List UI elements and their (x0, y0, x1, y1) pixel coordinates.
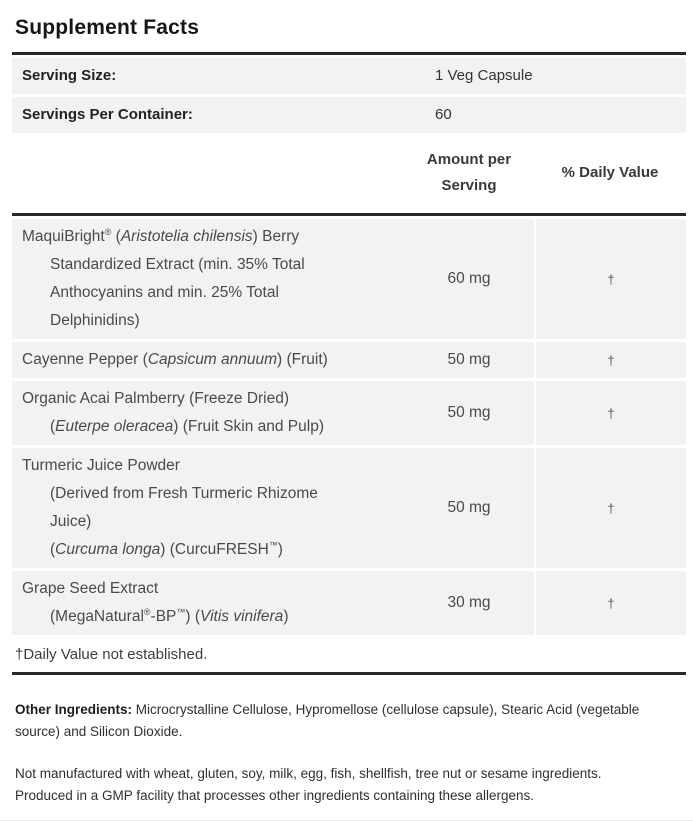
servings-per-container-label: Servings Per Container: (22, 106, 193, 123)
ingredient-row (12, 381, 686, 445)
serving-size-label: Serving Size: (22, 67, 117, 84)
ingredient-daily-value: † (534, 342, 686, 378)
ingredient-amount: 30 mg (447, 594, 491, 611)
ingredient-daily-value: † (534, 571, 686, 635)
ingredient-amount: 50 mg (447, 499, 491, 516)
header-rule (12, 52, 686, 55)
ingredient-name: Cayenne Pepper (Capsicum annuum) (Fruit) (22, 351, 328, 368)
ingredient-amount: 50 mg (447, 351, 491, 368)
bottom-text-block (15, 699, 684, 807)
daily-value-header: % Daily Value (561, 164, 659, 181)
table-column-headers (12, 133, 686, 213)
ingredient-daily-value: † (534, 219, 686, 339)
ingredient-row (12, 342, 686, 378)
table-top-rule (12, 213, 686, 216)
serving-size-row (12, 58, 686, 94)
amount-per-serving-header: Amount per Serving (426, 151, 512, 194)
ingredient-daily-value: † (534, 381, 686, 445)
ingredient-name: Grape Seed Extract (MegaNatural®-BP™) (Vitis vinifera) (22, 580, 289, 625)
ingredient-name: MaquiBright® (Aristotelia chilensis) Berry Standardized Extract (min. 35% Total Anthocyanins and min. 25% Total Delphinidins) (22, 226, 305, 329)
daily-value-footnote: †Daily Value not established. (15, 646, 208, 663)
other-ingredients-paragraph: Other Ingredients: Microcrystalline Cellulose, Hypromellose (cellulose capsule), Stearic Acid (vegetable source) and Silicon Dioxide. (15, 702, 640, 739)
ingredient-row (12, 448, 686, 568)
ingredient-row (12, 219, 686, 339)
ingredient-amount: 60 mg (447, 270, 491, 287)
ingredient-table-body (12, 219, 686, 635)
table-bottom-rule (12, 672, 686, 675)
serving-size-value: 1 Veg Capsule (435, 67, 533, 84)
ingredient-daily-value: † (534, 448, 686, 568)
allergen-statement-paragraph: Not manufactured with wheat, gluten, soy, milk, egg, fish, shellfish, tree nut or sesame ingredients. Produced in a GMP facility that processes other ingredients containing these allergens. (15, 766, 602, 803)
page-title: Supplement Facts (15, 16, 200, 39)
servings-per-container-row (12, 97, 686, 133)
ingredient-name: Organic Acai Palmberry (Freeze Dried) (Euterpe oleracea) (Fruit Skin and Pulp) (22, 390, 324, 435)
servings-per-container-value: 60 (435, 106, 452, 123)
ingredient-name: Turmeric Juice Powder (Derived from Fresh Turmeric Rhizome Juice) (Curcuma longa) (CurcuFRESH™) (22, 457, 318, 558)
ingredient-amount: 50 mg (447, 404, 491, 421)
ingredient-row (12, 571, 686, 635)
